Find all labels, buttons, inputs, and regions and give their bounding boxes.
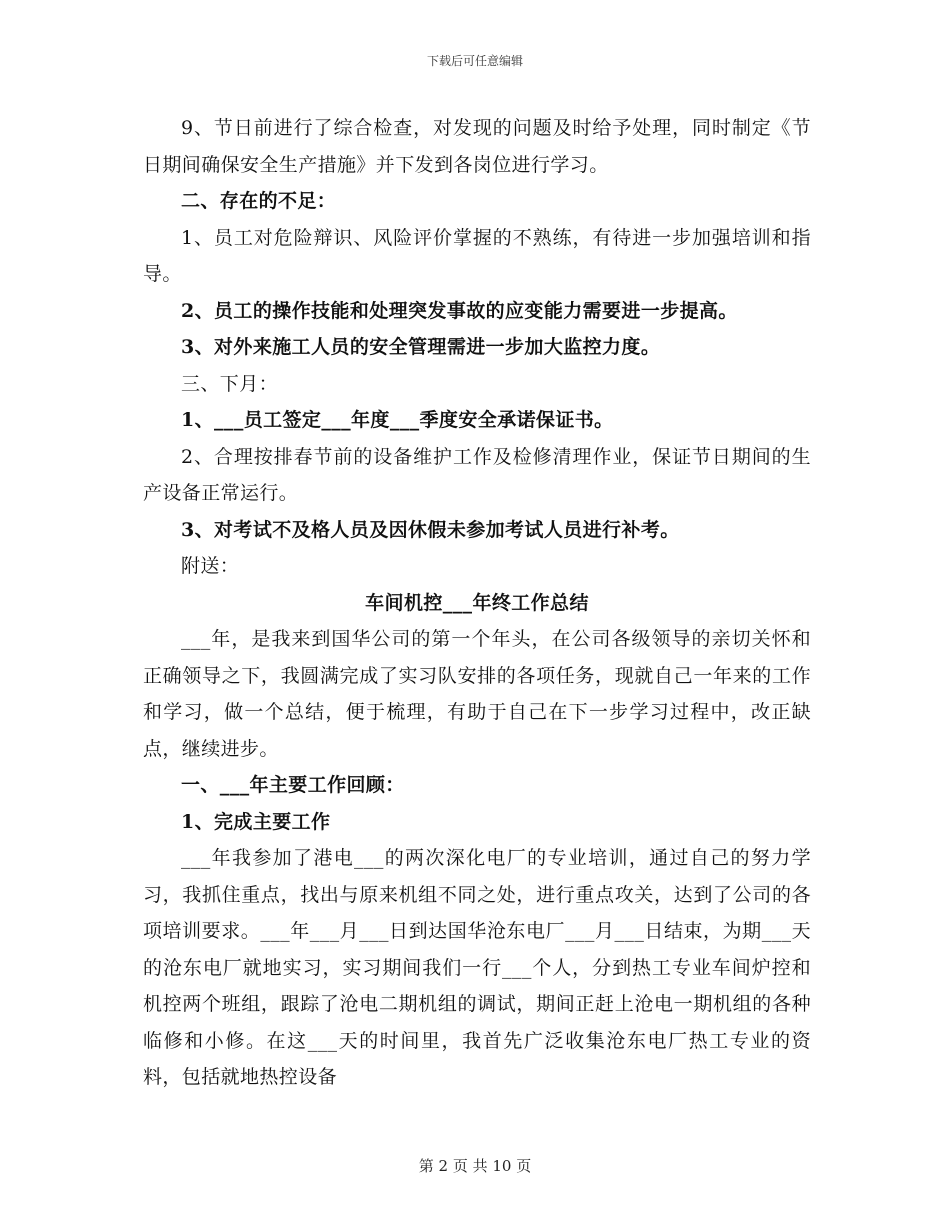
paragraph-shortcoming-1: 1、员工对危险辩识、风险评价掌握的不熟练，有待进一步加强培训和指导。 (143, 226, 811, 285)
page-header: 下载后可任意编辑 (426, 54, 523, 68)
paragraph-intro: ___年，是我来到国华公司的第一个年头，在公司各级领导的亲切关怀和正确领导之下，我圆满完成了实习队安排的各项任务，现就自己一年来的工作和学习，做一个总结，便于梳理，有助于自己在下一步学习过程中，改正缺点，继续进步。 (143, 628, 811, 760)
section-heading-shortcomings: 二、存在的不足： (181, 190, 337, 212)
paragraph-shortcoming-3: 3、对外来施工人员的安全管理需进一步加大监控力度。 (181, 336, 661, 358)
paragraph-plan-1: 1、___员工签定___年度___季度安全承诺保证书。 (181, 409, 614, 431)
page-footer: 第 2 页 共 10 页 (418, 1157, 532, 1175)
paragraph-plan-3: 3、对考试不及格人员及因休假未参加考试人员进行补考。 (181, 518, 680, 541)
paragraph-appendix: 附送： (181, 555, 240, 577)
document-title: 车间机控___年终工作总结 (365, 591, 589, 614)
section-heading-review: 一、___年主要工作回顾： (181, 774, 405, 796)
paragraph-plan-2: 2、合理按排春节前的设备维护工作及检修清理作业，保证节日期间的生产设备正常运行。 (143, 445, 811, 504)
document-body (143, 110, 811, 1096)
paragraph-main-work: ___年我参加了港电___的两次深化电厂的专业培训，通过自己的努力学习，我抓住重点，找出与原来机组不同之处，进行重点攻关，达到了公司的各项培训要求。___年___月___日到达国华沧东电厂___月___日结束，为期___天的沧东电厂就地实习，实习期间我们一行___个人，分到热工专业车间炉控和机控两个班组，跟踪了沧电二期机组的调试，期间正赶上沧电一期机组的各种临修和小修。在这___天的时间里，我首先广泛收集沧东电厂热工专业的资料，包括就地热控设备 (143, 847, 811, 1088)
section-heading-next-month: 三、下月： (181, 372, 279, 395)
paragraph-item-9: 9、节日前进行了综合检查，对发现的问题及时给予处理，同时制定《节日期间确保安全生产措施》并下发到各岗位进行学习。 (143, 117, 811, 176)
paragraph-shortcoming-2: 2、员工的操作技能和处理突发事故的应变能力需要进一步提高。 (181, 299, 738, 322)
subsection-heading-main-work: 1、完成主要工作 (181, 810, 331, 833)
